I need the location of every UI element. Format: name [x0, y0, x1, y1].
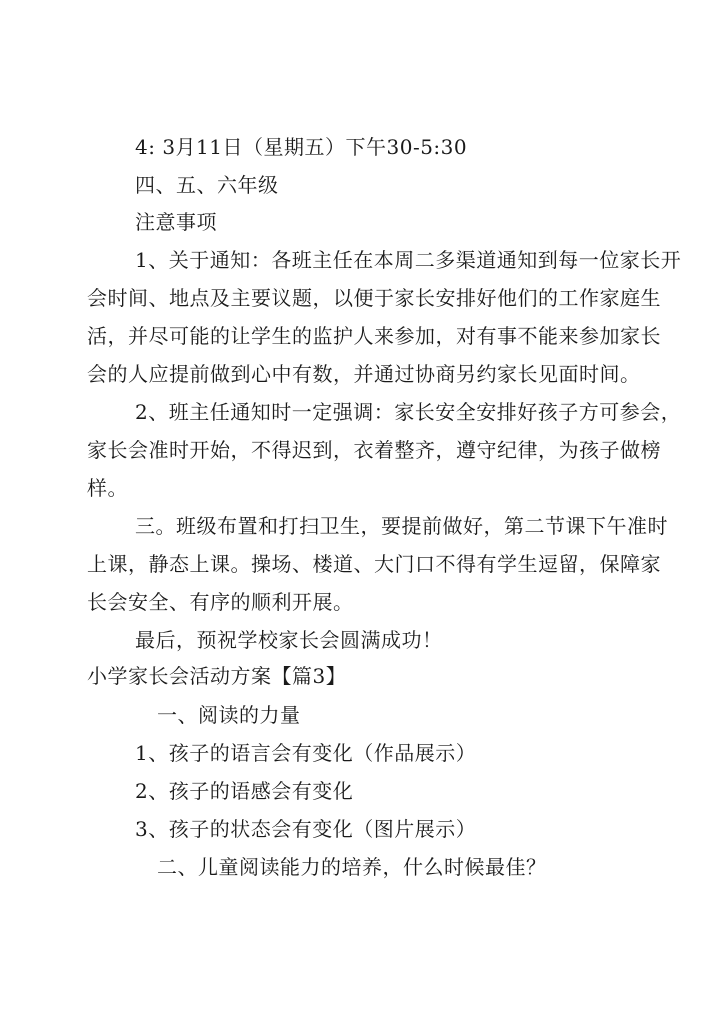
- paragraph-line: 会时间、地点及主要议题，以便于家长安排好他们的工作家庭生: [87, 286, 661, 310]
- closing-line: 最后，预祝学校家长会圆满成功！: [135, 628, 443, 652]
- paragraph-line: 三。班级布置和打扫卫生，要提前做好，第二节课下午准时: [135, 514, 668, 538]
- paragraph-line: 会的人应提前做到心中有数，并通过协商另约家长见面时间。: [87, 362, 641, 386]
- section-title: 小学家长会活动方案【篇3】: [87, 664, 347, 688]
- list-item: 3、孩子的状态会有变化（图片展示）: [135, 817, 477, 841]
- subheading: 一、阅读的力量: [157, 703, 301, 727]
- paragraph-line: 1、关于通知：各班主任在本周二多渠道通知到每一位家长开: [135, 248, 682, 272]
- list-item: 1、孩子的语言会有变化（作品展示）: [135, 741, 477, 765]
- subheading: 二、儿童阅读能力的培养，什么时候最佳？: [157, 855, 547, 879]
- paragraph-line: 活，并尽可能的让学生的监护人来参加，对有事不能来参加家长: [87, 324, 661, 348]
- grade-line: 四、五、六年级: [135, 173, 279, 197]
- paragraph-line: 长会安全、有序的顺利开展。: [87, 590, 354, 614]
- paragraph-line: 样。: [87, 476, 128, 500]
- list-item: 2、孩子的语感会有变化: [135, 779, 354, 803]
- notes-heading: 注意事项: [135, 210, 217, 234]
- schedule-line: 4: 3月11日（星期五）下午30-5:30: [135, 135, 468, 159]
- paragraph-line: 2、班主任通知时一定强调：家长安全安排好孩子方可参会，: [135, 400, 682, 424]
- paragraph-line: 家长会准时开始，不得迟到，衣着整齐，遵守纪律，为孩子做榜: [87, 438, 661, 462]
- paragraph-line: 上课，静态上课。操场、楼道、大门口不得有学生逗留，保障家: [87, 552, 661, 576]
